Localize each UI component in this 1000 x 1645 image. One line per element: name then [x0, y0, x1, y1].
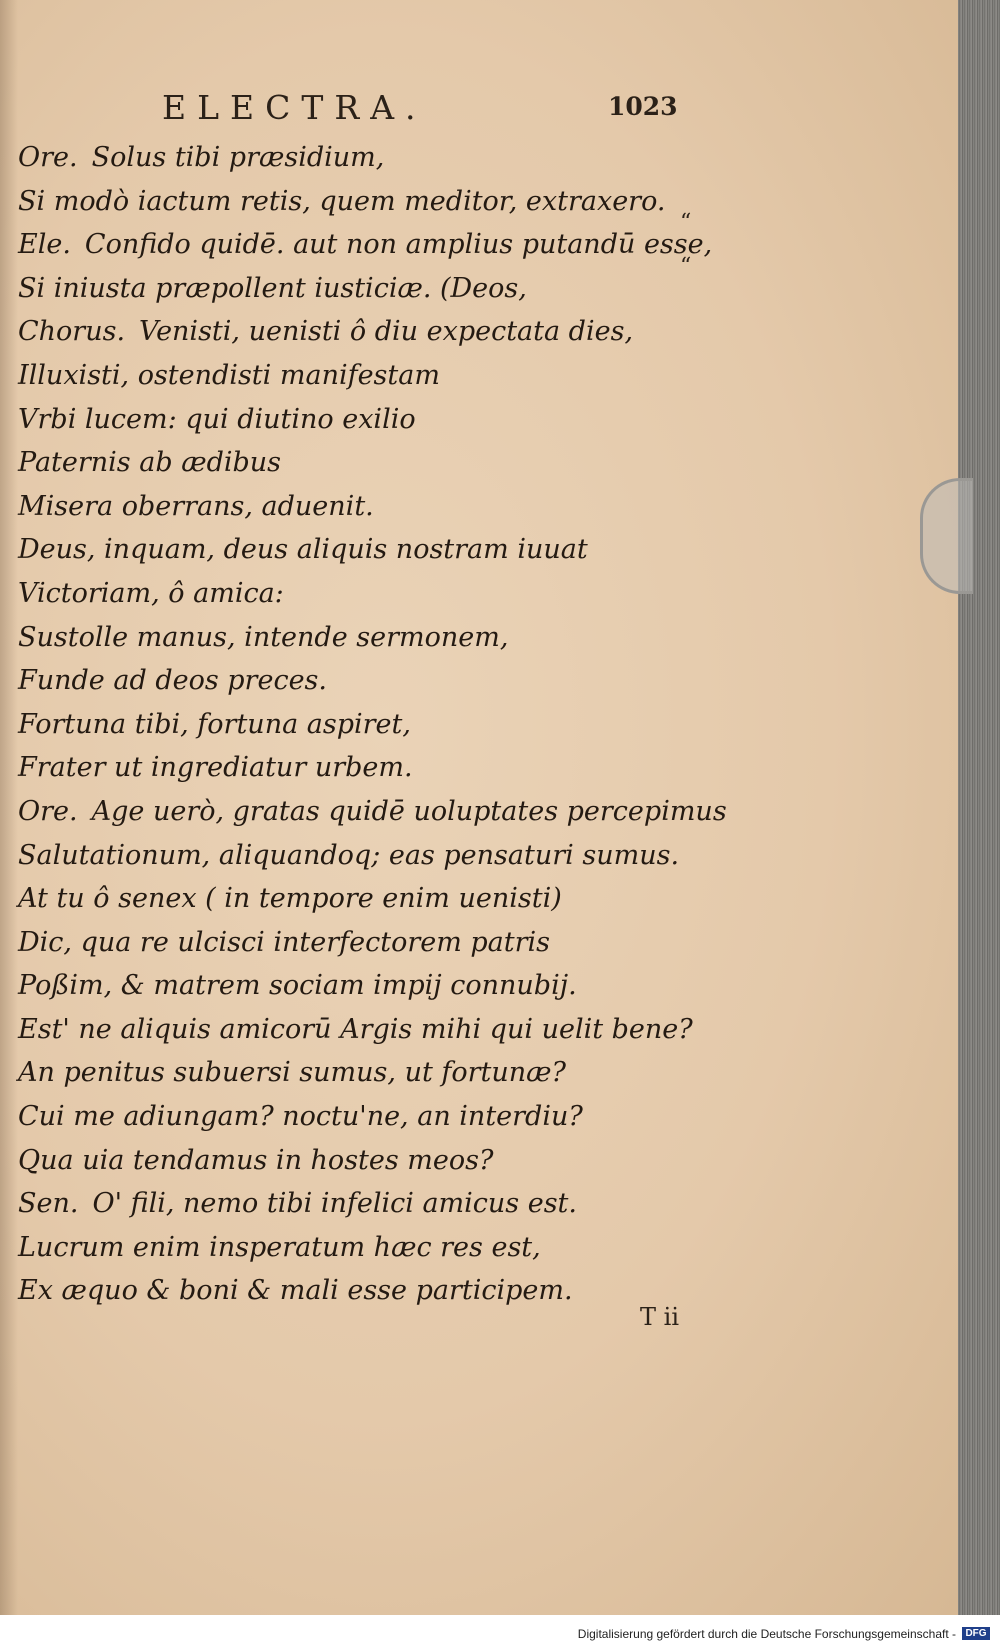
verse-text: Venisti, uenisti ô diu expectata dies, [139, 316, 634, 348]
book-page-edges [958, 0, 1000, 1615]
verse-text: Cui me adiungam? noctu'ne, an interdiu? [18, 1101, 583, 1133]
page-clip [920, 478, 973, 594]
verse-line [18, 1051, 698, 1095]
speaker-label: Ore. [18, 142, 78, 173]
verse-line [18, 1008, 698, 1052]
verse-text: Si iniusta præpollent iusticiæ. (Deos, [18, 272, 527, 304]
verse-line [18, 616, 698, 660]
verse-line [18, 703, 698, 747]
speaker-label: Ore. [18, 795, 78, 827]
verse-text: Confido quidē. aut non amplius putandū esse, [84, 229, 713, 261]
quotation-mark: “ [680, 254, 692, 279]
gutter-shadow [0, 0, 18, 1615]
running-head: ELECTRA. [162, 88, 427, 127]
verse-line [18, 1095, 698, 1139]
funding-credit: Digitalisierung gefördert durch die Deutsche Forschungsgemeinschaft - [577, 1627, 956, 1641]
verse-line [18, 398, 698, 442]
verse-line [18, 136, 698, 180]
verse-text: Ex æquo & boni & mali esse participem. [18, 1275, 573, 1307]
verse-line [18, 267, 698, 311]
speaker-label: Sen. [18, 1188, 79, 1220]
verse-text: Funde ad deos preces. [18, 665, 327, 697]
verse-line [18, 1182, 698, 1226]
verse-text: Poßim, & matrem sociam impij connubij. [18, 970, 577, 1002]
verse-text: Sustolle manus, intende sermonem, [18, 621, 509, 653]
verse-text: Victoriam, ô amica: [18, 577, 284, 609]
speaker-label: Ele. [18, 229, 71, 261]
verse-line [18, 964, 698, 1008]
verse-line [18, 528, 698, 572]
verse-text: Paternis ab ædibus [18, 447, 282, 479]
verse-line [18, 310, 698, 354]
verse-text: Solus tibi præsidium, [91, 142, 385, 173]
quotation-mark: “ [680, 210, 692, 235]
verse-text: Illuxisti, ostendisti manifestam [18, 359, 440, 391]
verse-line [18, 485, 698, 529]
dfg-logo: DFG [962, 1627, 990, 1640]
verse-text: Qua uia tendamus in hostes meos? [18, 1144, 494, 1176]
page-number: 1023 [608, 92, 678, 121]
verse-text: Vrbi lucem: qui diutino exilio [18, 403, 416, 435]
verse-text: Lucrum enim insperatum hæc res est, [18, 1231, 541, 1263]
verse-text: At tu ô senex ( in tempore enim uenisti) [18, 883, 562, 915]
verse-line [18, 877, 698, 921]
verse-line [18, 746, 698, 790]
catchword: T ii [640, 1303, 679, 1331]
verse-line [18, 223, 713, 267]
verse-line [18, 354, 698, 398]
verse-text: Misera oberrans, aduenit. [18, 490, 374, 522]
verse-text: Frater ut ingrediatur urbem. [18, 752, 413, 784]
verse-text: Salutationum, aliquandoq; eas pensaturi sumus. [18, 839, 680, 871]
verse-line [18, 1226, 698, 1270]
verse-line [18, 180, 698, 224]
verse-text: An penitus subuersi sumus, ut fortunæ? [18, 1057, 567, 1089]
verse-line [18, 659, 698, 703]
verse-line [18, 790, 727, 834]
verse-line [18, 441, 698, 485]
verse-line [18, 921, 698, 965]
verse-text: Si modò iactum retis, quem meditor, extraxero. [18, 185, 666, 217]
verse-line [18, 572, 698, 616]
verse-text: Fortuna tibi, fortuna aspiret, [18, 708, 411, 740]
verse-line [18, 1139, 698, 1183]
verse-text: Deus, inquam, deus aliquis nostram iuuat [18, 534, 588, 566]
verse-text: Dic, qua re ulcisci interfectorem patris [18, 926, 551, 958]
verse-line [18, 834, 698, 878]
verse-text: Age uerò, gratas quidē uoluptates percepimus [91, 795, 727, 827]
speaker-label: Chorus. [18, 316, 126, 348]
verse-text: O' fili, nemo tibi infelici amicus est. [92, 1188, 577, 1220]
text-block [18, 136, 727, 1313]
verse-text: Est' ne aliquis amicorū Argis mihi qui uelit bene? [18, 1013, 693, 1045]
verse-line [18, 1269, 698, 1313]
